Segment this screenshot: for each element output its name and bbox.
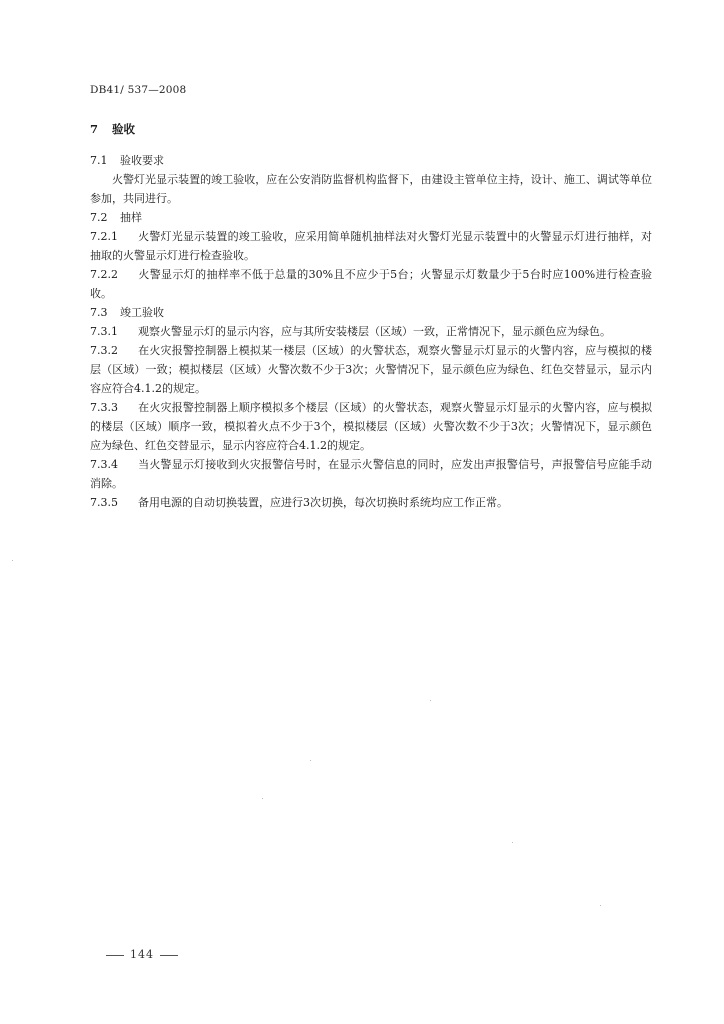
subsection-number: 7.3 xyxy=(90,306,108,319)
subsection-7-1-heading xyxy=(90,151,652,170)
clause-text: 备用电源的自动切换装置，应进行3次切换，每次切换时系统均应工作正常。 xyxy=(138,496,508,509)
clause-number: 7.2.2 xyxy=(90,268,118,281)
clause-number: 7.3.4 xyxy=(90,458,118,471)
scan-speck xyxy=(262,798,263,799)
scan-speck xyxy=(600,905,601,906)
document-code: DB41/ 537—2008 xyxy=(90,84,187,96)
clause-7-3-2 xyxy=(90,341,652,398)
subsection-title: 抽样 xyxy=(120,211,142,224)
clause-number: 7.3.3 xyxy=(90,401,118,414)
clause-text: 观察火警显示灯的显示内容，应与其所安装楼层（区域）一致，正常情况下，显示颜色应为绿色。 xyxy=(138,325,611,338)
scan-speck xyxy=(310,760,311,761)
subsection-7-3-heading xyxy=(90,303,652,322)
document-body xyxy=(90,120,652,512)
subsection-title: 验收要求 xyxy=(120,154,164,167)
clause-text: 当火警显示灯接收到火灾报警信号时，在显示火警信息的同时，应发出声报警信号，声报警信号应能手动消除。 xyxy=(90,458,652,490)
clause-text: 火警灯光显示装置的竣工验收，应采用简单随机抽样法对火警灯光显示装置中的火警显示灯进行抽样，对抽取的火警显示灯进行检查验收。 xyxy=(90,230,652,262)
clause-7-2-2 xyxy=(90,265,652,303)
section-number: 7 xyxy=(90,122,99,136)
clause-7-2-1 xyxy=(90,227,652,265)
clause-number: 7.2.1 xyxy=(90,230,118,243)
scan-speck xyxy=(430,700,431,701)
clause-7-3-4 xyxy=(90,455,652,493)
page-number-value: 144 xyxy=(130,948,154,961)
clause-7-3-1 xyxy=(90,322,652,341)
subsection-7-2-heading xyxy=(90,208,652,227)
clause-text: 在火灾报警控制器上模拟某一楼层（区域）的火警状态，观察火警显示灯显示的火警内容，应与模拟的楼层（区域）一致；模拟楼层（区域）火警次数不少于3次；火警情况下，显示颜色应为绿色、红色交替显示，显示内容应符合4.1.2的规定。 xyxy=(90,344,652,395)
page-number xyxy=(100,948,184,961)
clause-number: 7.3.2 xyxy=(90,344,118,357)
scan-speck xyxy=(512,842,513,843)
subsection-number: 7.2 xyxy=(90,211,108,224)
clause-number: 7.3.1 xyxy=(90,325,118,338)
section-heading xyxy=(90,120,652,139)
clause-7-3-3 xyxy=(90,398,652,455)
page-number-dash-right xyxy=(160,955,178,956)
clause-text: 在火灾报警控制器上顺序模拟多个楼层（区域）的火警状态，观察火警显示灯显示的火警内容，应与模拟的楼层（区域）顺序一致，模拟着火点不少于3个，模拟楼层（区域）火警次数不少于3次；火警情况下，显示颜色应为绿色、红色交替显示，显示内容应符合4.1.2的规定。 xyxy=(90,401,652,452)
page-number-dash-left xyxy=(106,955,124,956)
subsection-title: 竣工验收 xyxy=(120,306,164,319)
clause-7-3-5 xyxy=(90,493,652,512)
subsection-number: 7.1 xyxy=(90,154,108,167)
subsection-7-1-text: 火警灯光显示装置的竣工验收，应在公安消防监督机构监督下，由建设主管单位主持，设计、施工、调试等单位参加，共同进行。 xyxy=(90,173,652,205)
scan-speck xyxy=(12,560,13,561)
section-title: 验收 xyxy=(112,122,135,136)
clause-number: 7.3.5 xyxy=(90,496,118,509)
clause-text: 火警显示灯的抽样率不低于总量的30%且不应少于5台；火警显示灯数量少于5台时应100%进行检查验收。 xyxy=(90,268,652,300)
